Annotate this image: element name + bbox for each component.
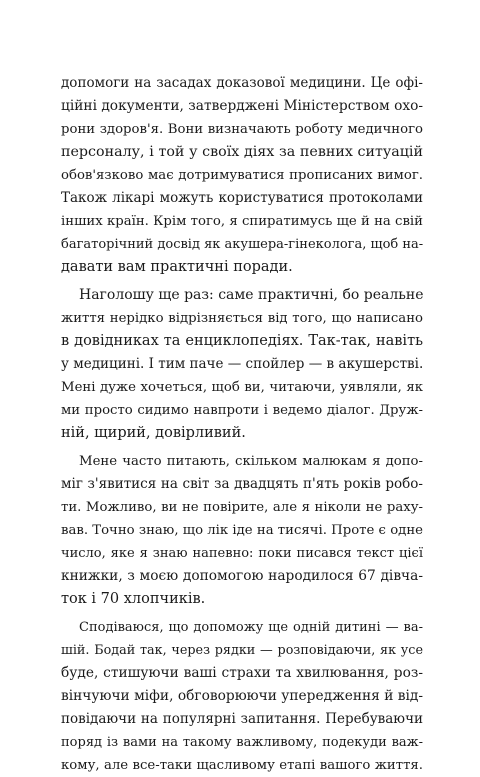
text-line: число, яке я знаю напевно: поки писався текст цієї xyxy=(61,546,423,561)
text-line: ній, щирий, довірливий. xyxy=(61,425,246,441)
text-line: ційні документи, затверджені Міністерством охо- xyxy=(61,98,423,114)
text-line: ти. Можливо, ви не повірите, але я ніколи не раху- xyxy=(61,500,423,515)
text-line: допомоги на засадах доказової медицини. Це офі- xyxy=(61,75,423,91)
text-line: Також лікарі можуть користуватися протоколами xyxy=(61,190,423,206)
book-page-body xyxy=(61,72,423,777)
text-line: Мене часто питають, скільком малюкам я допо- xyxy=(79,454,423,469)
text-line: інших країн. Крім того, я спиратимусь ще й на свій xyxy=(61,214,423,229)
text-line: ток і 70 хлопчиків. xyxy=(61,591,206,607)
text-line: рони здоров'я. Вони визначають роботу медичного xyxy=(61,122,423,137)
text-line: буде, стишуючи ваші страхи та хвилювання, роз- xyxy=(61,665,423,681)
text-line: книжки, з моєю допомогою народилося 67 дівча- xyxy=(61,568,423,584)
text-line: персоналу, і той у своїх діях за певних ситуацій xyxy=(61,144,423,160)
text-line: міг з'явитися на світ за двадцять п'ять років робо- xyxy=(61,476,423,492)
paragraph-3 xyxy=(61,450,423,611)
text-line: шій. Бодай так, через рядки — розповідаючи, як усе xyxy=(61,643,423,658)
text-line: повідаючи на популярні запитання. Перебуваючи xyxy=(61,711,423,727)
text-line: давати вам практичні поради. xyxy=(61,259,293,275)
paragraph-1 xyxy=(61,72,423,279)
text-line: поряд із вами на такому важливому, подекуди важ- xyxy=(61,735,423,750)
text-line: в довідниках та енциклопедіях. Так-так, навіть xyxy=(61,333,423,349)
text-line: вав. Точно знаю, що лік іде на тисячі. Проте є одне xyxy=(61,523,423,538)
text-line: вінчуючи міфи, обговорюючи упередження й від- xyxy=(61,688,423,704)
text-line: ми просто сидимо навпроти і ведемо діалог. Друж- xyxy=(61,403,423,418)
text-line: багаторічний досвід як акушера-гінеколога, щоб на- xyxy=(61,237,423,252)
paragraph-2 xyxy=(61,284,423,445)
text-line: Мені дуже хочеться, щоб ви, читаючи, уявляли, як xyxy=(61,380,423,395)
text-line: Наголошу ще раз: саме практичні, бо реальне xyxy=(79,287,423,303)
text-line: у медицині. І тим паче — спойлер — в акушерстві. xyxy=(61,356,423,372)
text-line: Сподіваюся, що допоможу ще одній дитині — ва- xyxy=(79,620,423,635)
text-line: життя нерідко відрізняється від того, що написано xyxy=(61,311,423,326)
paragraph-4 xyxy=(61,616,423,777)
text-line: кому, але все-таки щасливому етапі вашого життя. xyxy=(61,758,423,773)
text-line: обов'язково має дотримуватися прописаних вимог. xyxy=(61,168,423,183)
